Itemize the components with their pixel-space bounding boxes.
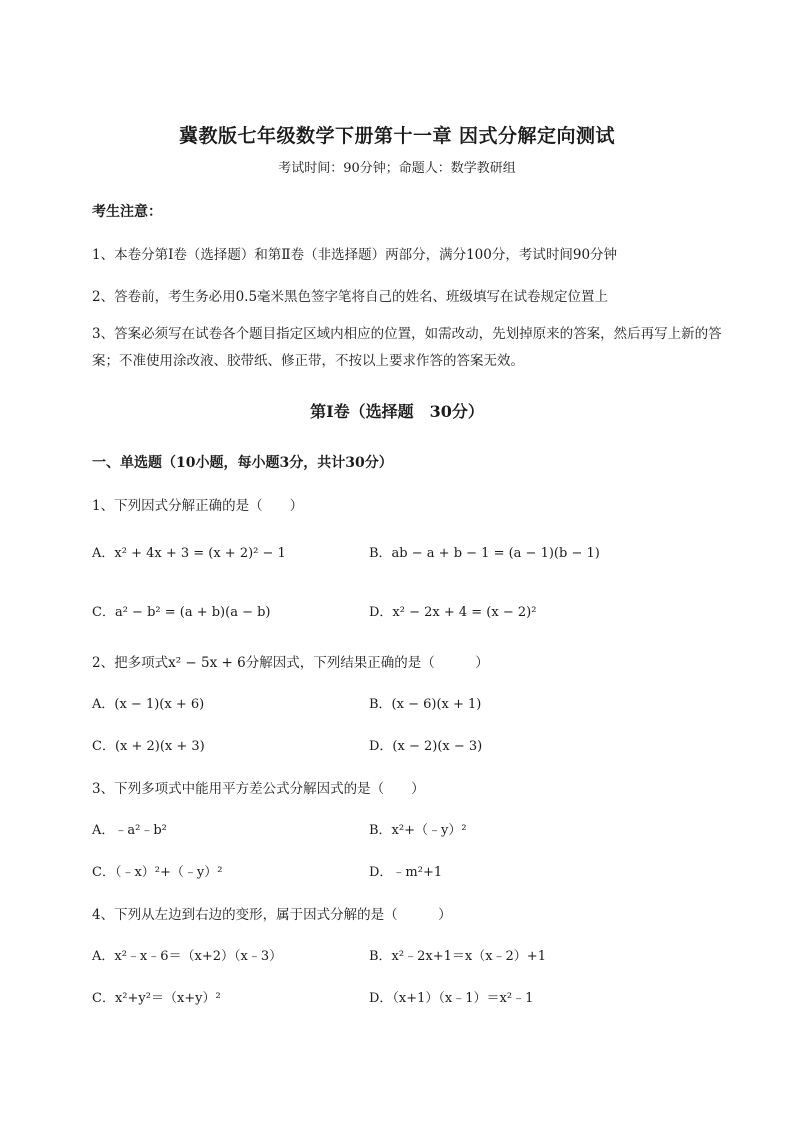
question-2-option-b: B．(x − 6)(x + 1) [369,697,482,712]
notice-item-1: 1、本卷分第I卷（选择题）和第Ⅱ卷（非选择题）两部分，满分100分，考试时间90分钟 [92,247,618,263]
question-2-option-c: C．(x + 2)(x + 3) [92,739,205,754]
part-heading: 一、单选题（10小题，每小题3分，共计30分） [92,455,393,471]
question-3-option-c: C．（﹣x）²+（﹣y）² [92,865,223,880]
exam-info: 考试时间：90分钟；命题人：数学教研组 [278,161,516,176]
notice-item-2: 2、答卷前，考生务必用0.5毫米黑色签字笔将自己的姓名、班级填写在试卷规定位置上 [92,289,609,305]
page-title: 冀教版七年级数学下册第十一章 因式分解定向测试 [178,125,616,147]
question-2-stem: 2、把多项式x² − 5x + 6分解因式，下列结果正确的是（ ） [92,655,489,671]
question-2-option-d: D．(x − 2)(x − 3) [369,739,483,754]
question-3-option-b: B．x²+（﹣y）² [369,823,467,838]
question-4-option-a: A．x²﹣x﹣6＝（x+2）（x﹣3） [92,949,283,964]
question-3-option-a: A．﹣a²﹣b² [92,823,167,838]
question-4-option-d: D．（x+1）（x﹣1）＝x²﹣1 [369,991,534,1006]
notice-heading: 考生注意： [92,204,162,220]
question-4-option-b: B．x²﹣2x+1＝x（x﹣2）+1 [369,949,546,964]
question-1-option-d: D．x² − 2x + 4 = (x − 2)² [369,605,537,620]
question-1-option-b: B．ab − a + b − 1 = (a − 1)(b − 1) [369,546,600,561]
question-1-stem: 1、下列因式分解正确的是（ ） [92,498,304,514]
question-2-option-a: A．(x − 1)(x + 6) [92,697,205,712]
question-4-option-c: C．x²+y²＝（x+y）² [92,991,221,1006]
notice-item-3: 3、答案必须写在试卷各个题目指定区域内相应的位置，如需改动，先划掉原来的答案，然后再写上新的答案；不准使用涂改液、胶带纸、修正带，不按以上要求作答的答案无效。 [92,326,722,369]
question-3-option-d: D．﹣m²+1 [369,865,443,880]
question-3-stem: 3、下列多项式中能用平方差公式分解因式的是（ ） [92,781,425,797]
question-1-option-c: C．a² − b² = (a + b)(a − b) [92,605,271,620]
question-4-stem: 4、下列从左边到右边的变形，属于因式分解的是（ ） [92,907,452,923]
question-1-option-a: A．x² + 4x + 3 = (x + 2)² − 1 [92,546,286,561]
section-title: 第I卷（选择题 30分） [310,402,484,421]
